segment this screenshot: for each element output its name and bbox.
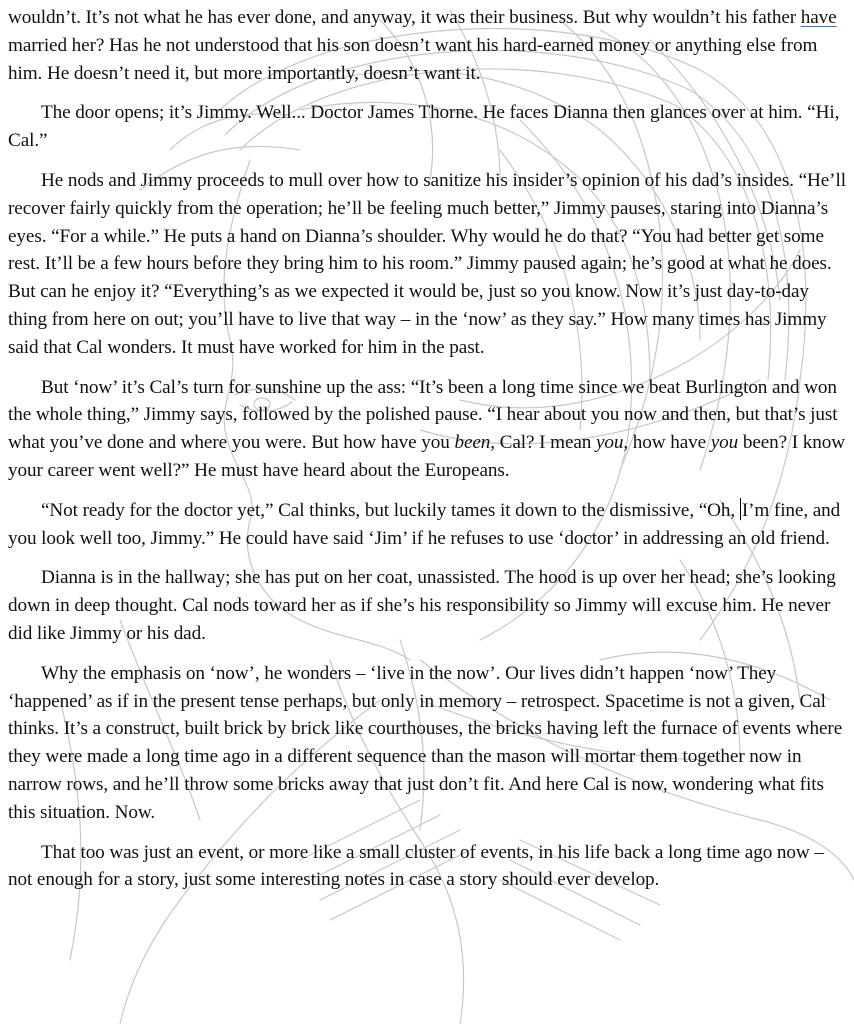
text-run: He nods and Jimmy proceeds to mull over how to sanitize his insider’s opinion of his dad’s insides. “He’ll recover fairly quickly from the operation; he’ll be feeling much better,” Jimmy pauses, staring into Dianna’s eyes. “For a while.” He puts a hand on Dianna’s shoulder. Why would he do that? “You had better get some rest. It’ll be a few hours before they bring him to his room.” Jimmy paused again; he’s good at what he does. But can he enjoy it? “Everything’s as we expected it would be, just so you know. Now it’s just day-to-day thing from here on out; you’ll have to live that way – in the ‘now’ as they say.” How many times has Jimmy said that Cal wonders. It must have worked for him in the past. <box>8 169 846 358</box>
paragraph <box>8 839 846 895</box>
text-run: been? I know your career went well?” He must have heard about the Europeans. <box>8 432 845 481</box>
paragraph <box>8 564 846 647</box>
text-run: The door opens; it’s Jimmy. Well... Doctor James Thorne. He faces Dianna then glances over at him. “Hi, Cal.” <box>8 102 840 152</box>
spellcheck-flagged-word: have <box>800 7 837 28</box>
text-cursor <box>740 498 741 520</box>
text-run: But ‘now’ it’s Cal’s turn for sunshine up the ass: “It’s been a long time since we beat Burlington and won the whole thing,” Jimmy says, followed by the polished pause. “I hear about you now and then, but that’s just what you’ve done and where you were. But how have you <box>8 376 838 454</box>
paragraph <box>8 374 846 485</box>
text-run: married her? Has he not understood that his son doesn’t want his hard-earned money or anything else from him. He doesn’t need it, but more importantly, doesn’t want it. <box>8 34 818 84</box>
emphasized-text: been <box>454 432 491 454</box>
paragraph <box>8 660 846 827</box>
text-run: “Not ready for the doctor yet,” Cal thinks, but luckily tames it down to the dismissive, “Oh, <box>41 499 740 521</box>
text-run: , Cal? I mean <box>490 432 596 454</box>
paragraph <box>8 4 846 87</box>
text-run: That too was just an event, or more like a small cluster of events, in his life back a long time ago now – not enough for a story, just some interesting notes in case a story should ever develop. <box>8 841 824 891</box>
text-run: , how have <box>623 432 711 454</box>
emphasized-text: you <box>595 432 624 454</box>
emphasized-text: you <box>710 432 739 454</box>
text-run: I’m fine, and you look well too, Jimmy.” He could have said ‘Jim’ if he refuses to use ‘doctor’ in addressing an old friend. <box>8 499 841 549</box>
text-run: Dianna is in the hallway; she has put on her coat, unassisted. The hood is up over her head; she’s looking down in deep thought. Cal nods toward her as if she’s his responsibility so Jimmy will excuse him. He never did like Jimmy or his dad. <box>8 567 836 644</box>
paragraph <box>8 497 846 553</box>
paragraph <box>8 99 846 155</box>
text-run: wouldn’t. It’s not what he has ever done, and anyway, it was their business. But why wouldn’t his father <box>8 7 801 28</box>
paragraph <box>8 167 846 362</box>
text-run: Why the emphasis on ‘now’, he wonders – ‘live in the now’. Our lives didn’t happen ‘now’ They ‘happened’ as if in the present tense perhaps, but only in memory – retrospect. Spacetime is not a given, Cal thinks. It’s a construct, built brick by brick like courthouses, the bricks having left the furnace of events where they were made a long time ago in a different sequence than the mason will mortar them together now in narrow rows, and he’ll throw some bricks away that just don’t fit. And here Cal is now, wondering what fits this situation. Now. <box>8 662 843 823</box>
